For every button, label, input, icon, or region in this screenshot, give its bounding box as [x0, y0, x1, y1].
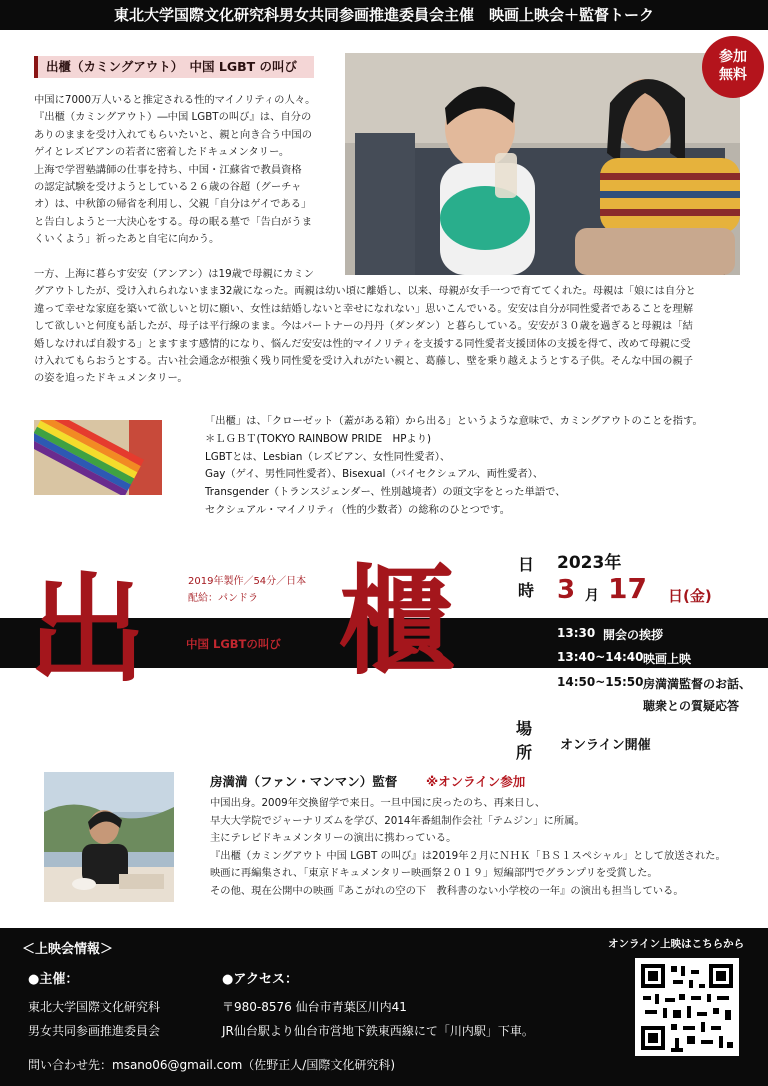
- schedule-time: 13:30: [557, 626, 596, 640]
- badge-line-2: 無料: [719, 67, 747, 83]
- story-line: グアウトしたが、受け入れられないまま32歳になった。両親は幼い頃に離婚し、以来、母親が女手一つで育ててくれた。母親は「娘には自分と: [34, 285, 696, 298]
- qr-caption: オンライン上映はこちらから: [608, 938, 745, 950]
- bio-line: 『出櫃（カミングアウト 中国 LGBT の叫び』は2019年２月にＮＨＫ「ＢＳ１スペシャル」として放送された。: [210, 849, 726, 862]
- director-photo: [44, 772, 174, 902]
- date-label-1: 日: [518, 555, 535, 574]
- intro-line: 上海で学習塾講師の仕事を持ち、中国・江蘇省で教員資格: [34, 163, 302, 176]
- film-story: [34, 266, 740, 388]
- film-title-box: 出櫃（カミングアウト） 中国 LGBT の叫び: [34, 56, 314, 78]
- event-month: 3: [557, 575, 576, 605]
- schedule-item: 開会の挨拶: [603, 628, 664, 642]
- access-directions: JR仙台駅より仙台市営地下鉄東西線にて「川内駅」下車。: [222, 1024, 534, 1038]
- schedule-time: 13:40~14:40: [557, 650, 644, 664]
- definition-line: Transgender（トランスジェンダー、性別越境者）の頭文字をとった単語で、: [205, 486, 566, 499]
- event-day-unit: 日(金): [668, 587, 712, 605]
- story-line: して欲しいと何度も話したが、母子は平行線のまま。今はパートナーの丹丹（ダンダン）と暮らしている。安安が３０歳を過ぎると母親は「結: [34, 320, 693, 333]
- bio-line: 中国出身。2009年交換留学で来日。一旦中国に戻ったのち、再来日し、: [210, 797, 546, 809]
- event-place: オンライン開催: [560, 738, 651, 753]
- lgbt-definitions: [205, 413, 745, 520]
- poster-title-kanji-2: 櫃: [338, 552, 457, 691]
- schedule-item: 房満満監督のお話、: [643, 677, 752, 691]
- intro-line: ありのままを受け入れてもらいたいと、親と向き合う中国の: [34, 128, 313, 141]
- film-production-info: 2019年製作／54分／日本: [188, 576, 307, 587]
- film-still-photo: [345, 53, 740, 275]
- access-address: 〒980-8576 仙台市青葉区川内41: [222, 1000, 407, 1014]
- badge-line-1: 参加: [719, 49, 747, 65]
- definition-line: 「出櫃」は、「クローゼット（蓋がある箱）から出る」というような意味で、カミングアウトのことを指す。: [205, 415, 703, 427]
- place-label-1: 場: [516, 719, 533, 738]
- qr-code[interactable]: [635, 958, 739, 1056]
- organizer-line-2: 男女共同参画推進委員会: [28, 1024, 161, 1038]
- film-intro: [34, 92, 334, 249]
- schedule-item-continued: 聴衆との質疑応答: [643, 699, 740, 713]
- place-label-2: 所: [516, 743, 533, 762]
- director-name: 房満満（ファン・マンマン）監督: [210, 774, 398, 789]
- definition-line: LGBTとは、Lesbian（レズビアン、女性同性愛者）、: [205, 450, 451, 463]
- definition-line: ＊ＬＧＢＴ(TOKYO RAINBOW PRIDE HPより): [205, 432, 432, 445]
- footer-heading: ＜上映会情報＞: [22, 942, 114, 957]
- rainbow-flag-photo: [34, 420, 162, 495]
- bio-line: その他、現在公開中の映画『あこがれの空の下 教科書のない小学校の一年』の演出も担当している。: [210, 884, 684, 897]
- poster-subtitle: 中国 LGBTの叫び: [186, 637, 281, 651]
- story-line: 違って幸せな家庭を築いて欲しいと切に願い、女性は結婚しないと幸せになれない」思いこんでいる。安安は自分が同性愛者であることを理解: [34, 302, 693, 315]
- free-admission-badge: [702, 36, 764, 98]
- intro-line: 中国に7000万人いると推定される性的マイノリティの人々。: [34, 94, 316, 106]
- poster-title-kanji-1: 出: [28, 560, 147, 699]
- date-label-2: 時: [518, 581, 535, 600]
- bio-line: 主にテレビドキュメンタリーの演出に携わっている。: [210, 832, 457, 845]
- intro-line: オ）は、中秋節の帰省を利用し、父親「自分はゲイである」: [34, 198, 312, 211]
- bio-line: 早大大学院でジャーナリズムを学び、2014年番組制作会社「テムジン」に所属。: [210, 814, 585, 827]
- definition-line: Gay（ゲイ、男性同性愛者）、Bisexual（バイセクシュアル、両性愛者）、: [205, 468, 544, 481]
- intro-line: の認定試験を受けようとしている２６歳の谷超（グーチャ: [34, 181, 302, 194]
- schedule-item: 映画上映: [643, 652, 692, 666]
- director-bio: [210, 795, 755, 901]
- intro-line: 『出櫃（カミングアウト）―中国 LGBTの叫び』は、自分の: [34, 111, 312, 124]
- film-distributor: 配給：パンドラ: [188, 593, 258, 604]
- event-day: 17: [608, 572, 647, 605]
- event-year: 2023年: [557, 553, 622, 573]
- event-month-unit: 月: [585, 588, 599, 604]
- schedule-time: 14:50~15:50: [557, 675, 644, 689]
- intro-line: くいくよう」祈ったあと自宅に向かう。: [34, 233, 220, 246]
- definition-line: セクシュアル・マイノリティ（性的少数者）の総称のひとつです。: [205, 503, 510, 516]
- organizer-line-1: 東北大学国際文化研究科: [28, 1000, 161, 1014]
- contact-info: 問い合わせ先：msano06@gmail.com（佐野正人/国際文化研究科): [28, 1058, 396, 1072]
- story-line: け入れてもらおうとする。古い社会通念が根強く残り同性愛を受け入れがたい親と、葛藤し、壁を乗り越えようとする子供。そんな中国の親子: [34, 355, 693, 368]
- intro-line: ゲイとレズビアンの若者に密着したドキュメンタリー。: [34, 146, 290, 159]
- story-line: 一方、上海に暮らす安安（アンアン）は19歳で母親にカミン: [34, 268, 314, 280]
- access-label: ●アクセス：: [222, 972, 298, 987]
- director-online-note: ※オンライン参加: [426, 774, 526, 789]
- story-line: 婚しなければ自殺する」とますます感情的になり、悩んだ安安は性的マイノリティを支援する同性愛者支援団体の支援を得て、改めて母親に受: [34, 337, 691, 350]
- bio-line: 映画に再編集され、「東京ドキュメンタリー映画祭２０１９」短編部門でグランプリを受賞した。: [210, 867, 658, 880]
- intro-line: と告白しようと一大決心をする。母の眠る墓で「告白がうま: [34, 215, 313, 228]
- organizer-label: ●主催：: [28, 972, 79, 987]
- page-header: 東北大学国際文化研究科男女共同参画推進委員会主催 映画上映会＋監督トーク: [0, 0, 768, 30]
- story-line: の姿を追ったドキュメンタリー。: [34, 372, 188, 385]
